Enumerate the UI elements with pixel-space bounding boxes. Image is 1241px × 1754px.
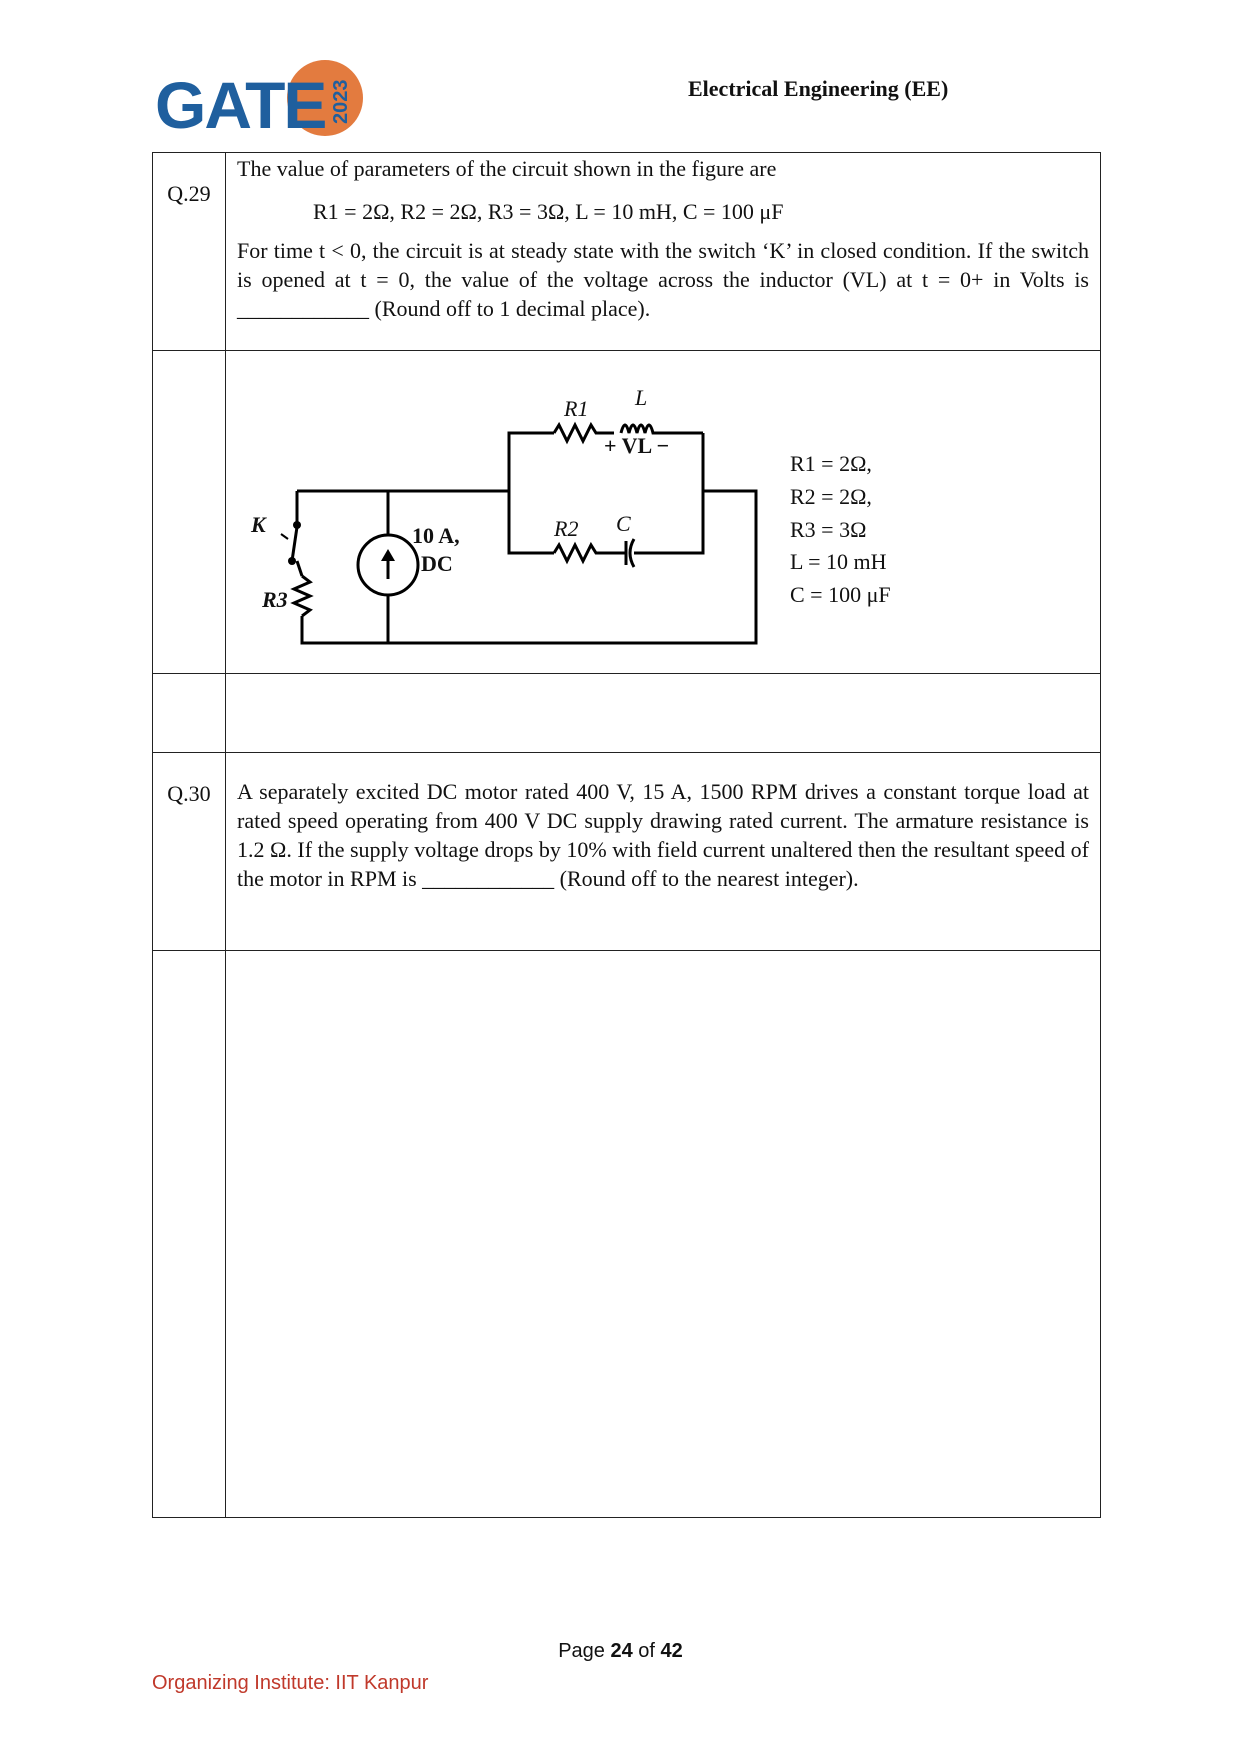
q30-body: A separately excited DC motor rated 400 V, 15 A, 1500 RPM drives a constant torque load at rated speed operating from 400 V DC supply drawing rated current. The armature resistance is 1.2 Ω. If the supply voltage drops by 10% with field current unaltered then the resultant speed of the motor in RPM is ____________ (Round off to the nearest integer). [237, 779, 1089, 891]
source-arrow-head [381, 549, 395, 561]
subject-title: Electrical Engineering (EE) [688, 76, 949, 101]
wire-branch-left-lower [509, 491, 554, 553]
q29-cell [226, 153, 1101, 351]
logo-year: 2023 [330, 79, 352, 124]
resistor-r2 [554, 545, 626, 561]
q30-number: Q.30 [153, 753, 226, 951]
label-vl: + VL − [604, 433, 670, 458]
q30-cell [226, 753, 1101, 951]
wire-r3-top [297, 561, 302, 576]
question-table [152, 152, 1101, 1518]
capacitor-plate-2 [630, 539, 634, 567]
wire-r3-bottom [302, 616, 310, 643]
page-number [0, 1640, 1241, 1663]
wire-branch-left [509, 433, 554, 491]
spacer-left-cell [153, 674, 226, 753]
switch-contact-top [293, 521, 301, 529]
switch-blade [292, 527, 297, 561]
switch-contact-bottom [288, 557, 296, 565]
q29-params-line: R1 = 2Ω, R2 = 2Ω, R3 = 3Ω, L = 10 mH, C = 100 μF [313, 199, 784, 224]
param-r1: R1 = 2Ω, [790, 451, 872, 476]
param-l: L = 10 mH [790, 549, 887, 574]
param-r2: R2 = 2Ω, [790, 484, 872, 509]
answer-left-cell [153, 951, 226, 1518]
organizing-institute: Organizing Institute: IIT Kanpur [152, 1672, 429, 1694]
q29-number: Q.29 [153, 153, 226, 351]
q29-figure-left-cell [153, 351, 226, 674]
inductor-l [621, 425, 703, 433]
circuit-figure [226, 351, 1100, 673]
spacer-right-cell [226, 674, 1101, 753]
page-total: 42 [660, 1640, 683, 1662]
param-r3: R3 = 3Ω [790, 517, 867, 542]
label-r3: R3 [262, 587, 288, 612]
q30-answer-row [153, 951, 1101, 1518]
label-source-2: DC [421, 551, 453, 576]
wire-bottom [310, 491, 756, 643]
label-r1: R1 [564, 396, 589, 421]
param-c: C = 100 μF [790, 582, 891, 607]
q29-figure-row [153, 351, 1101, 674]
label-l: L [635, 385, 648, 410]
q29-figure-cell [226, 351, 1101, 674]
page-of: of [638, 1640, 655, 1662]
q29-spacer-row [153, 674, 1101, 753]
label-r2: R2 [554, 516, 579, 541]
wire-branch-right [664, 433, 703, 553]
label-c: C [616, 511, 631, 536]
q29-body: For time t < 0, the circuit is at steady state with the switch ‘K’ in closed condition. If the switch is opened at t = 0, the value of the voltage across the inductor (VL) at t = 0+ in Volts is ____________ (Round off to 1 decimal place). [237, 238, 1089, 321]
label-k: K [251, 512, 266, 537]
switch-arrow [281, 534, 288, 539]
label-source-1: 10 A, [412, 523, 460, 548]
page-prefix: Page [558, 1640, 605, 1662]
logo-text: GATE [155, 68, 326, 140]
q29-intro: The value of parameters of the circuit shown in the figure are [237, 156, 777, 181]
gate-2023-logo [155, 58, 365, 140]
page-current: 24 [610, 1640, 633, 1662]
q29-row [153, 153, 1101, 351]
circuit-diagram [226, 351, 1102, 673]
q30-row [153, 753, 1101, 951]
answer-right-cell [226, 951, 1101, 1518]
resistor-r3 [294, 576, 310, 616]
